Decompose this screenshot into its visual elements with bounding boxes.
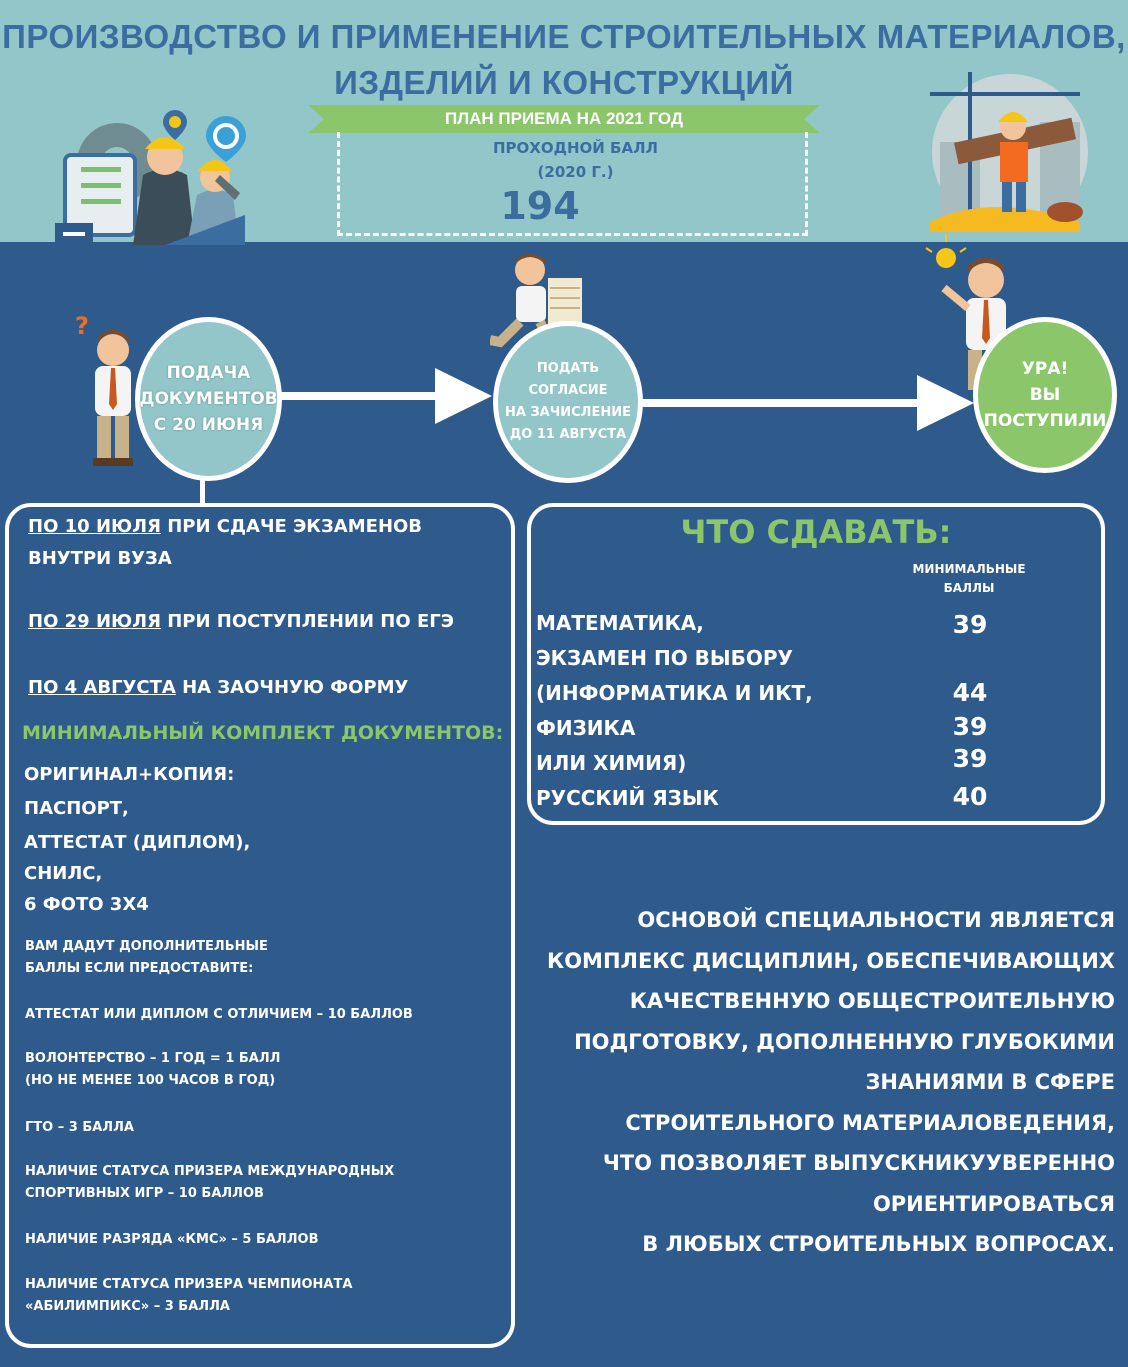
step-submit-documents: ПОДАЧА ДОКУМЕНТОВ С 20 ИЮНЯ bbox=[135, 317, 282, 481]
exam-subject: ФИЗИКА bbox=[536, 716, 636, 740]
deadline-correspondence: ПО 4 АВГУСТА НА ЗАОЧНУЮ ФОРМУ bbox=[28, 677, 409, 698]
document-item: ПАСПОРТ, bbox=[24, 798, 129, 819]
bonus-intro: ВАМ ДАДУТ ДОПОЛНИТЕЛЬНЫЕ БАЛЛЫ ЕСЛИ ПРЕДОСТАВИТЕ: bbox=[25, 939, 268, 976]
svg-text:?: ? bbox=[75, 312, 89, 340]
exam-subject: ЭКЗАМЕН ПО ВЫБОРУ bbox=[536, 646, 793, 670]
passing-score-box bbox=[337, 132, 808, 236]
plan-ribbon bbox=[308, 105, 820, 133]
passing-score-label: ПРОХОДНОЙ БАЛЛ (2020 Г.) bbox=[492, 139, 658, 181]
lightbulb-pin-icon bbox=[160, 108, 190, 142]
min-scores-header: МИНИМАЛЬНЫЕ БАЛЛЫ bbox=[912, 562, 1026, 595]
exams-title: ЧТО СДАВАТЬ: bbox=[680, 513, 952, 551]
exam-min-score: 44 bbox=[952, 678, 988, 707]
deadline-internal-exams: ПО 10 ИЮЛЯ ПРИ СДАЧЕ ЭКЗАМЕНОВ ВНУТРИ ВУЗА bbox=[28, 516, 423, 569]
step-enrolled: УРА! ВЫ ПОСТУПИЛИ bbox=[973, 317, 1117, 473]
page-title: ПРОИЗВОДСТВО И ПРИМЕНЕНИЕ СТРОИТЕЛЬНЫХ МАТЕРИАЛОВ, ИЗДЕЛИЙ И КОНСТРУКЦИЙ bbox=[2, 18, 1126, 101]
exam-min-score: 40 bbox=[952, 782, 988, 811]
gear-pin-icon bbox=[203, 114, 249, 164]
document-item: ОРИГИНАЛ+КОПИЯ: bbox=[24, 764, 235, 785]
document-item: АТТЕСТАТ (ДИПЛОМ), bbox=[24, 832, 251, 853]
engineer-figure bbox=[133, 169, 195, 245]
bonus-item: ВОЛОНТЕРСТВО – 1 ГОД = 1 БАЛЛ (НО НЕ МЕНЕЕ 100 ЧАСОВ В ГОД) bbox=[25, 1051, 281, 1088]
header-band bbox=[0, 0, 1128, 242]
documents-title: МИНИМАЛЬНЫЙ КОМПЛЕКТ ДОКУМЕНТОВ: bbox=[22, 722, 504, 744]
exam-min-score: 39 bbox=[952, 744, 988, 773]
exam-min-score: 39 bbox=[952, 712, 988, 741]
specialty-description: ОСНОВОЙ СПЕЦИАЛЬНОСТИ ЯВЛЯЕТСЯ КОМПЛЕКС ДИСЦИПЛИН, ОБЕСПЕЧИВАЮЩИХ КАЧЕСТВЕННУЮ ОБЩЕСТРОИТЕЛЬНУЮ ПОДГОТОВКУ, ДОПОЛНЕННУЮ ГЛУБОКИМИ ЗНАНИЯМИ В СФЕРЕ СТРОИТЕЛЬНОГО МАТЕРИАЛОВЕДЕНИЯ, ЧТО ПОЗВОЛЯЕТ ВЫПУСКНИКУУВЕРЕННО ОРИЕНТИРОВАТЬСЯ В ЛЮБЫХ СТРОИТЕЛЬНЫХ ВОПРОСАХ. bbox=[547, 908, 1115, 1256]
plan-label: ПЛАН ПРИЕМА НА 2021 ГОД bbox=[444, 109, 684, 128]
document-item: СНИЛС, bbox=[24, 863, 103, 884]
bonus-item: АТТЕСТАТ ИЛИ ДИПЛОМ С ОТЛИЧИЕМ – 10 БАЛЛОВ bbox=[25, 1007, 413, 1022]
exam-subject: ИЛИ ХИМИЯ) bbox=[536, 751, 687, 775]
document-item: 6 ФОТО 3Х4 bbox=[24, 894, 149, 915]
bonus-item: ГТО – 3 БАЛЛА bbox=[25, 1120, 134, 1135]
bonus-item: НАЛИЧИЕ РАЗРЯДА «КМС» – 5 БАЛЛОВ bbox=[25, 1232, 319, 1247]
exam-subject: МАТЕМАТИКА, bbox=[536, 611, 704, 635]
construction-worker-illustration bbox=[930, 72, 1090, 232]
step-submit-consent: ПОДАТЬ СОГЛАСИЕ НА ЗАЧИСЛЕНИЕ ДО 11 АВГУСТА bbox=[493, 321, 643, 483]
exam-subject: (ИНФОРМАТИКА И ИКТ, bbox=[536, 681, 813, 705]
bonus-item: НАЛИЧИЕ СТАТУСА ПРИЗЕРА МЕЖДУНАРОДНЫХ СПОРТИВНЫХ ИГР – 10 БАЛЛОВ bbox=[25, 1164, 395, 1201]
bonus-item: НАЛИЧИЕ СТАТУСА ПРИЗЕРА ЧЕМПИОНАТА «АБИЛИМПИКС» – 3 БАЛЛА bbox=[25, 1277, 353, 1314]
passing-score-value: 194 bbox=[500, 184, 580, 228]
deadline-ege: ПО 29 ИЮЛЯ ПРИ ПОСТУПЛЕНИИ ПО ЕГЭ bbox=[28, 611, 454, 632]
exam-subject: РУССКИЙ ЯЗЫК bbox=[536, 786, 719, 810]
lightbulb-icon bbox=[936, 248, 956, 268]
arrow-right-icon bbox=[280, 368, 496, 424]
connector-line bbox=[200, 478, 205, 506]
exam-min-score: 39 bbox=[952, 610, 988, 639]
